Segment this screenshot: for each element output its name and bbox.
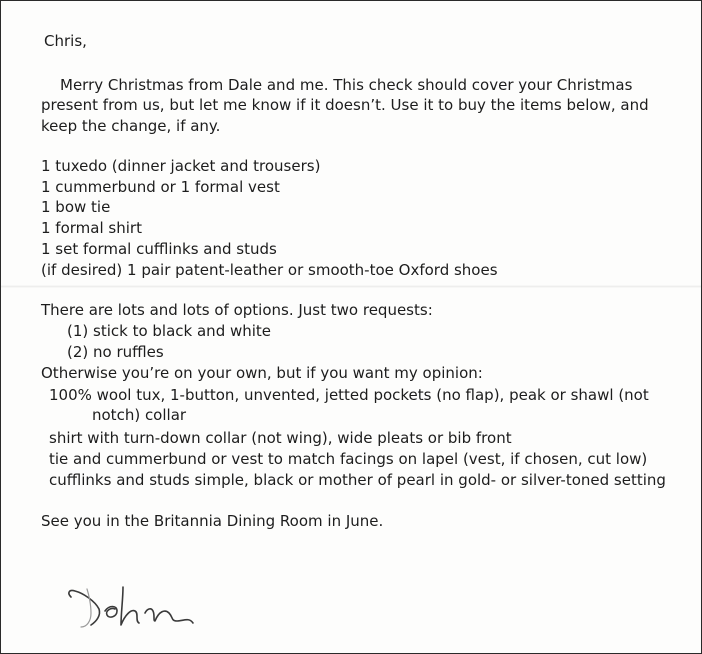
intro-line-2: present from us, but let me know if it doesn’t. Use it to buy the items below, and <box>41 96 649 114</box>
item-tuxedo: 1 tuxedo (dinner jacket and trousers) <box>41 157 321 175</box>
handwritten-signature <box>61 581 261 641</box>
item-bow-tie: 1 bow tie <box>41 198 111 216</box>
intro-line-3: keep the change, if any. <box>41 117 221 135</box>
closing: See you in the Britannia Dining Room in June. <box>41 512 384 530</box>
item-formal-shirt: 1 formal shirt <box>41 219 142 237</box>
intro-line-1: Merry Christmas from Dale and me. This check should cover your Christmas <box>60 76 633 94</box>
request-1: (1) stick to black and white <box>67 322 272 340</box>
letter-body <box>1 1 701 653</box>
item-shoes: (if desired) 1 pair patent-leather or smooth-toe Oxford shoes <box>41 261 498 279</box>
item-cummerbund: 1 cummerbund or 1 formal vest <box>41 178 280 196</box>
request-2: (2) no ruffles <box>67 343 164 361</box>
opinion-shirt: shirt with turn-down collar (not wing), wide pleats or bib front <box>49 429 512 447</box>
opinion-tux: 100% wool tux, 1-button, unvented, jetted pockets (no flap), peak or shawl (not <box>49 386 649 404</box>
item-cufflinks: 1 set formal cufflinks and studs <box>41 240 277 258</box>
opinion-tie: tie and cummerbund or vest to match facings on lapel (vest, if chosen, cut low) <box>49 450 648 468</box>
opinion-cufflinks: cufflinks and studs simple, black or mother of pearl in gold- or silver-toned setting <box>49 471 666 489</box>
opinion-tux-cont: notch) collar <box>92 406 187 424</box>
salutation: Chris, <box>44 32 87 50</box>
options-intro: There are lots and lots of options. Just two requests: <box>41 301 433 319</box>
opinion-intro: Otherwise you’re on your own, but if you want my opinion: <box>41 364 483 382</box>
